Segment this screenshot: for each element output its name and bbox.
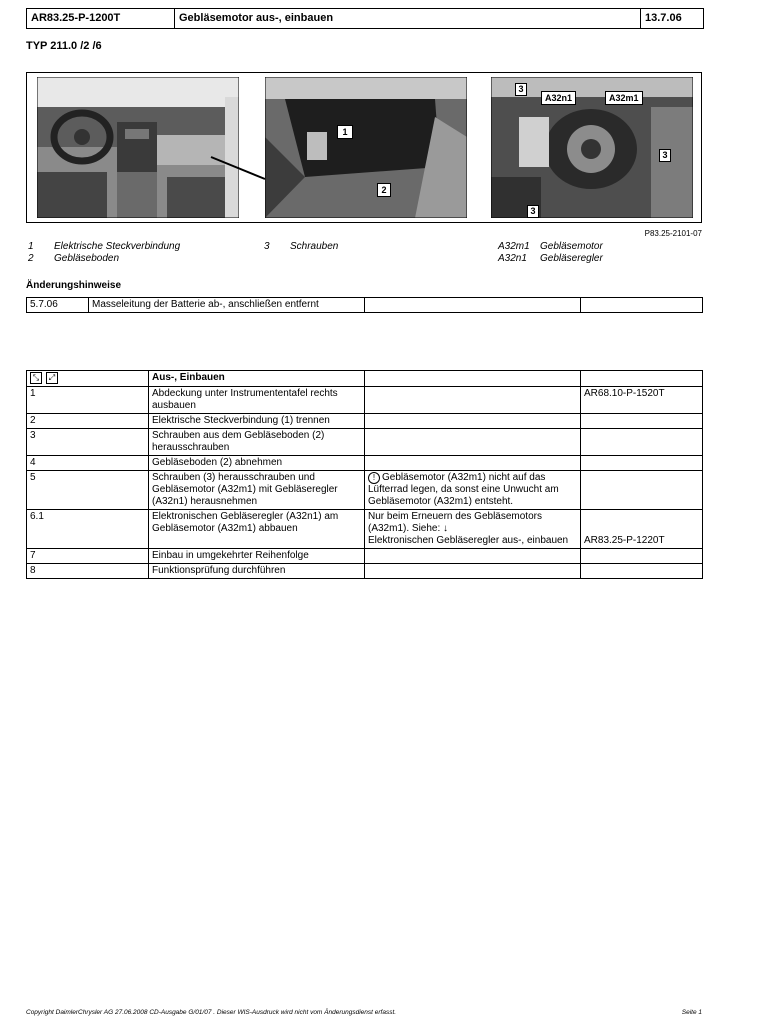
table-row <box>27 387 703 414</box>
step-num: 7 <box>27 549 149 564</box>
blower-floor-photo <box>265 77 467 218</box>
step-text: Gebläseboden (2) abnehmen <box>149 456 365 471</box>
expand-icon: ⤡ <box>30 372 42 384</box>
table-row <box>27 549 703 564</box>
legend-num: A32n1 <box>498 253 527 264</box>
table-row <box>27 510 703 549</box>
step-text: Abdeckung unter Instrumententafel rechts ausbauen <box>149 387 365 414</box>
step-text: Funktionsprüfung durchführen <box>149 564 365 579</box>
step-text: Elektrische Steckverbindung (1) trennen <box>149 414 365 429</box>
warning-icon: ! <box>368 472 380 484</box>
steps-header: Aus-, Einbauen <box>149 371 365 387</box>
copyright-footer: Copyright DaimlerChrysler AG 27.06.2008 CD-Ausgabe G/01/07 . Dieser WIS-Ausdruck wird nicht vom Änderungsdienst erfasst. <box>26 1009 397 1016</box>
callout-1: 1 <box>337 125 353 139</box>
figure-legend <box>26 241 702 267</box>
table-row <box>27 471 703 510</box>
table-row <box>27 429 703 456</box>
step-num: 4 <box>27 456 149 471</box>
document-header <box>26 8 704 29</box>
type-line: TYP 211.0 /2 /6 <box>26 40 102 52</box>
legend-text: Gebläseregler <box>540 253 603 264</box>
step-text: Elektronischen Gebläseregler (A32n1) am Gebläsemotor (A32m1) abbauen <box>149 510 365 549</box>
legend-text: Elektrische Steckverbindung <box>54 241 181 252</box>
steps-table <box>26 370 703 579</box>
table-row <box>27 456 703 471</box>
changes-table <box>26 297 703 313</box>
callout-a32n1: A32n1 <box>541 91 576 105</box>
step-note: Nur beim Erneuern des Gebläsemotors (A32m1). Siehe: ↓ <box>368 511 542 534</box>
table-row <box>27 564 703 579</box>
changes-title: Änderungshinweise <box>26 280 122 291</box>
figure-panel <box>26 72 702 223</box>
callout-3a: 3 <box>515 83 527 96</box>
callout-2: 2 <box>377 183 391 197</box>
legend-text: Schrauben <box>290 241 339 252</box>
step-num: 5 <box>27 471 149 510</box>
step-note-link[interactable]: Elektronischen Gebläseregler aus-, einbauen <box>368 535 569 546</box>
connector-line <box>207 153 267 183</box>
step-num: 2 <box>27 414 149 429</box>
legend-num: 3 <box>264 241 270 252</box>
doc-id: AR83.25-P-1200T <box>27 9 175 28</box>
legend-num: 1 <box>28 241 34 252</box>
collapse-icon: ⤢ <box>46 372 58 384</box>
legend-text: Gebläsemotor <box>540 241 603 252</box>
callout-a32m1: A32m1 <box>605 91 643 105</box>
step-text: Schrauben aus dem Gebläseboden (2) herausschrauben <box>149 429 365 456</box>
table-row <box>27 414 703 429</box>
step-num: 6.1 <box>27 510 149 549</box>
page-number: Seite 1 <box>681 1009 702 1016</box>
dashboard-photo <box>37 77 239 218</box>
legend-text: Gebläseboden <box>54 253 120 264</box>
step-note: Gebläsemotor (A32m1) nicht auf das Lüfterrad legen, da sonst eine Unwucht am Gebläsemotor (A32m1) entsteht. <box>368 472 559 507</box>
legend-num: 2 <box>28 253 34 264</box>
table-row <box>27 298 703 313</box>
change-text: Masseleitung der Batterie ab-, anschließen entfernt <box>89 298 365 313</box>
step-num: 8 <box>27 564 149 579</box>
step-text: Schrauben (3) herausschrauben und Gebläsemotor (A32m1) mit Gebläseregler (A32n1) herausnehmen <box>149 471 365 510</box>
doc-date: 13.7.06 <box>645 12 682 24</box>
blower-motor-photo <box>491 77 693 218</box>
step-ref-link[interactable]: AR68.10-P-1520T <box>581 387 703 414</box>
callout-3c: 3 <box>527 205 539 218</box>
legend-num: A32m1 <box>498 241 530 252</box>
change-date: 5.7.06 <box>27 298 89 313</box>
doc-title: Gebläsemotor aus-, einbauen <box>175 9 641 28</box>
step-num: 3 <box>27 429 149 456</box>
callout-3b: 3 <box>659 149 671 162</box>
table-header-row <box>27 371 703 387</box>
step-num: 1 <box>27 387 149 414</box>
step-ref-link[interactable]: AR83.25-P-1220T <box>581 510 703 549</box>
figure-code: P83.25-2101-07 <box>644 229 702 238</box>
step-text: Einbau in umgekehrter Reihenfolge <box>149 549 365 564</box>
